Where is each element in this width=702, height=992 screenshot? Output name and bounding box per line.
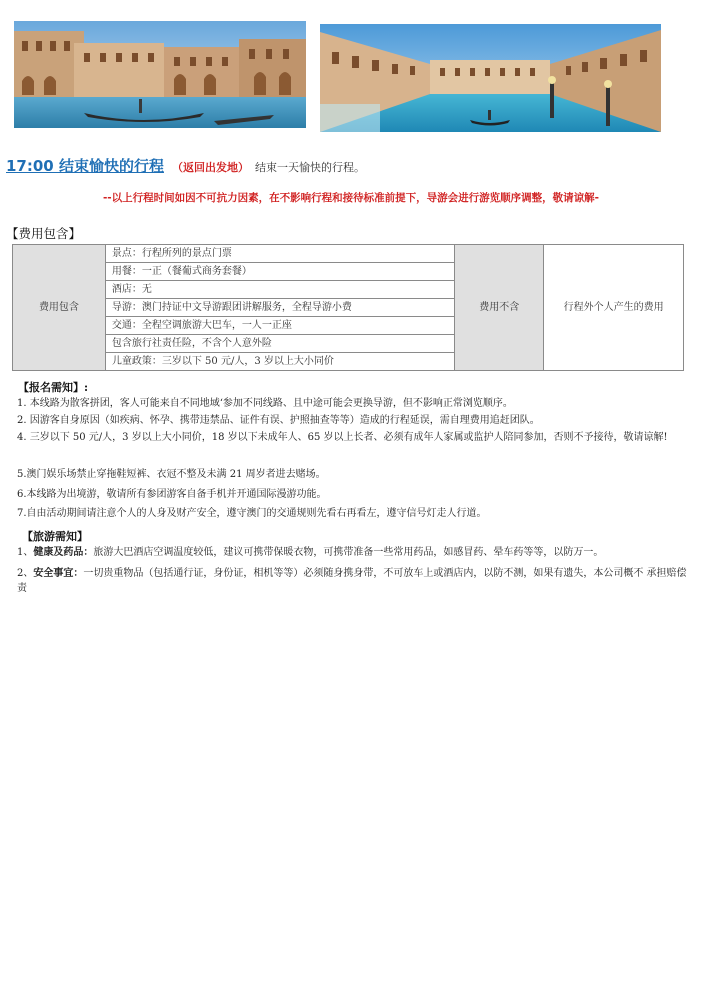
travel-note-text: 旅游大巴酒店空调温度较低，建议可携带保暖衣物，可携带准备一些常用药品，如感冒药、晕车药等等，以防万一。 bbox=[93, 547, 604, 558]
travel-note-keyword: 安全事宜： bbox=[33, 568, 84, 579]
registration-item: 5.澳门娱乐场禁止穿拖鞋短裤、衣冠不整及未满 21 周岁者进去赌场。 bbox=[17, 469, 326, 480]
registration-item: 2. 因游客自身原因（如疾病、怀孕、携带违禁品、证件有误、护照抽查等等）造成的行程延误，需自理费用追赶团队。 bbox=[17, 415, 540, 426]
fee-included-item: 酒店：无 bbox=[105, 281, 454, 299]
travel-note-text: 一切贵重物品（包括通行证，身份证，相机等等）必须随身携身带，不可放车上或酒店内，以防不测，如果有遗失，本公司概不 承担赔偿责 bbox=[17, 568, 687, 594]
itinerary-description: 结束一天愉快的行程。 bbox=[254, 161, 365, 174]
registration-item: 4. 三岁以下 50 元/人，3 岁以上大小同价，18 岁以下未成年人、65 岁以上长者、必须有成年人家属或监护人陪同参加，否则不予接待，敬请谅解! bbox=[17, 432, 668, 443]
itinerary-end-row bbox=[6, 155, 696, 177]
registration-item: 1. 本线路为散客拼团，客人可能来自不同地域‘参加不同线路、且中途可能会更换导游，但不影响正常浏览顺序。 bbox=[17, 398, 513, 409]
fees-section-title: 【费用包含】 bbox=[6, 226, 82, 241]
travel-note-prefix: 2、 bbox=[17, 568, 34, 579]
fee-table bbox=[12, 244, 684, 371]
fee-excluded-text: 行程外个人产生的费用 bbox=[544, 245, 684, 371]
fee-included-item: 儿童政策：三岁以下 50 元/人，3 岁以上大小同价 bbox=[105, 353, 454, 371]
fee-included-item: 导游：澳门持证中文导游跟团讲解服务，全程导游小费 bbox=[105, 299, 454, 317]
registration-item: 6.本线路为出境游，敬请所有参团游客自备手机并开通国际漫游功能。 bbox=[17, 489, 327, 500]
fee-included-item: 包含旅行社责任险，不含个人意外险 bbox=[105, 335, 454, 353]
travel-note-prefix: 1、 bbox=[17, 547, 34, 558]
fee-included-label: 费用包含 bbox=[13, 245, 106, 371]
travel-note-item bbox=[17, 566, 687, 596]
itinerary-note: （返回出发地） bbox=[171, 161, 249, 174]
fee-excluded-label: 费用不含 bbox=[455, 245, 544, 371]
travel-note-keyword: 健康及药品： bbox=[33, 547, 94, 558]
venetian-canal-photo-1 bbox=[14, 21, 306, 128]
table-row bbox=[13, 245, 684, 263]
itinerary-title: 17:00 结束愉快的行程 bbox=[6, 157, 164, 175]
fee-included-item: 用餐：一正（餐葡式商务套餐） bbox=[105, 263, 454, 281]
venetian-canal-photo-2 bbox=[320, 24, 661, 132]
registration-item: 7.自由活动期间请注意个人的人身及财产安全，遵守澳门的交通规则先看右再看左，遵守信号灯走人行道。 bbox=[17, 508, 487, 519]
schedule-disclaimer: --以上行程时间如因不可抗力因素，在不影响行程和接待标准前提下，导游会进行游览顺序调整，敬请谅解- bbox=[102, 192, 600, 204]
fee-included-item: 景点：行程所列的景点门票 bbox=[105, 245, 454, 263]
registration-title: 【报名需知】: bbox=[18, 381, 89, 394]
travel-notes-title: 【旅游需知】 bbox=[22, 530, 88, 543]
travel-note-item bbox=[17, 545, 687, 560]
fee-included-item: 交通：全程空调旅游大巴车，一人一正座 bbox=[105, 317, 454, 335]
